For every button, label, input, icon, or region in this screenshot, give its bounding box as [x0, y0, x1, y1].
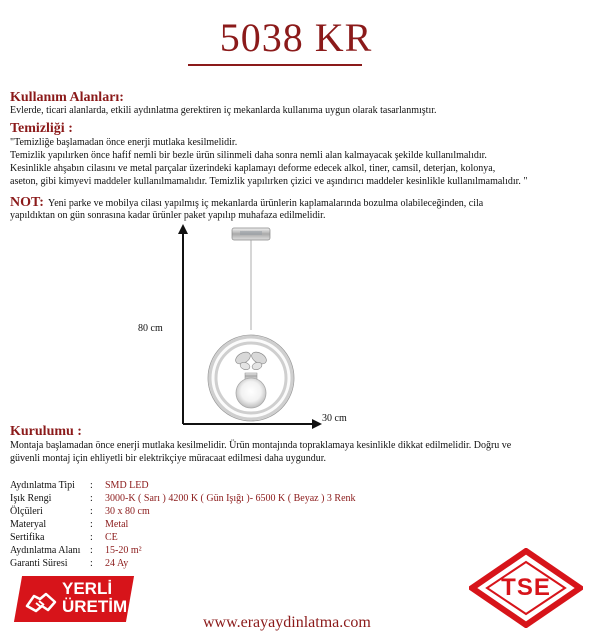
- note-line-2: yapıldıktan on gün sonrasına kadar ürünler paket yapılıp muhafaza edilmelidir.: [10, 210, 326, 221]
- tse-logo-text: TSE: [501, 574, 551, 601]
- spec-label: Aydınlatma Tipi: [10, 480, 75, 491]
- lamp-bulb: [236, 378, 266, 408]
- spec-label: Materyal: [10, 519, 47, 530]
- note-heading: NOT:: [10, 195, 44, 210]
- badge-line-2: ÜRETİM: [62, 597, 128, 616]
- arrow-right-icon: [312, 419, 322, 429]
- spec-label: Işık Rengi: [10, 493, 52, 504]
- spec-value: 3000-K ( Sarı ) 4200 K ( Gün Işığı )- 6500 K ( Beyaz ) 3 Renk: [105, 493, 356, 504]
- usage-heading: Kullanım Alanları:: [10, 90, 124, 105]
- title-underline: [188, 64, 362, 66]
- spec-label: Aydınlatma Alanı: [10, 545, 81, 556]
- height-dimension: 80 cm: [138, 323, 163, 334]
- spec-value: 30 x 80 cm: [105, 506, 150, 517]
- arrow-up-icon: [178, 224, 188, 234]
- website-link[interactable]: www.erayaydinlatma.com: [203, 614, 371, 631]
- butterfly-ornament: [234, 350, 269, 371]
- badge-text: [62, 580, 127, 616]
- spec-separator: :: [90, 558, 93, 569]
- width-dimension: 30 cm: [322, 413, 347, 424]
- cleaning-heading: Temizliği :: [10, 121, 73, 136]
- spec-separator: :: [90, 545, 93, 556]
- cleaning-line: "Temizliğe başlamadan önce enerji mutlaka kesilmelidir.: [10, 137, 238, 148]
- installation-line-2: güvenli montaj için ehliyetli bir elektrikçiye müracaat edilmesi daha uygundur.: [10, 453, 327, 464]
- spec-separator: :: [90, 493, 93, 504]
- spec-value: CE: [105, 532, 118, 543]
- spec-label: Garanti Süresi: [10, 558, 68, 569]
- usage-text: Evlerde, ticari alanlarda, etkili aydınlatma gerektiren iç mekanlarda kullanıma uygun olarak tasarlanmıştır.: [10, 105, 437, 116]
- spec-separator: :: [90, 480, 93, 491]
- spec-value: SMD LED: [105, 480, 149, 491]
- spec-value: 15-20 m²: [105, 545, 142, 556]
- spec-separator: :: [90, 532, 93, 543]
- spec-separator: :: [90, 506, 93, 517]
- cleaning-line: aseton, gibi kimyevi maddeler kullanılmamalıdır. Temizlik yapılırken çizici ve aşındırıcı maddeler kesinlikle kullanılmamalıdır. ": [10, 176, 528, 187]
- cleaning-text: [10, 136, 528, 188]
- page-title: 5038 KR: [219, 15, 373, 60]
- spec-value: Metal: [105, 519, 129, 530]
- cleaning-line: Temizlik yapılırken önce hafif nemli bir bezle ürün silinmeli daha sonra nemli alan kalmayacak şekilde kullanılmalıdır.: [10, 150, 487, 161]
- installation-line-1: Montaja başlamadan önce enerji mutlaka kesilmelidir. Ürün montajında topraklamaya kesinlikle dikkat edilmelidir. Doğru ve: [10, 440, 512, 451]
- product-dimension-diagram: [150, 220, 340, 430]
- spec-value: 24 Ay: [105, 558, 129, 569]
- spec-label: Sertifika: [10, 532, 45, 543]
- spec-separator: :: [90, 519, 93, 530]
- badge-line-1: YERLİ: [62, 579, 113, 598]
- installation-heading: Kurulumu :: [10, 424, 82, 439]
- spec-label: Ölçüleri: [10, 506, 43, 517]
- cleaning-line: Kesinlikle ahşabın cilasını ve metal parçalar üzerindeki kaplamayı deforme edecek alkol, tiner, camsil, deterjan, kolonya,: [10, 163, 496, 174]
- handshake-icon: [24, 584, 58, 616]
- note-line-1: Yeni parke ve mobilya cilası yapılmış iç mekanlarda ürünlerin kaplamalarında bozulma olabileceğinden, cila: [47, 198, 484, 209]
